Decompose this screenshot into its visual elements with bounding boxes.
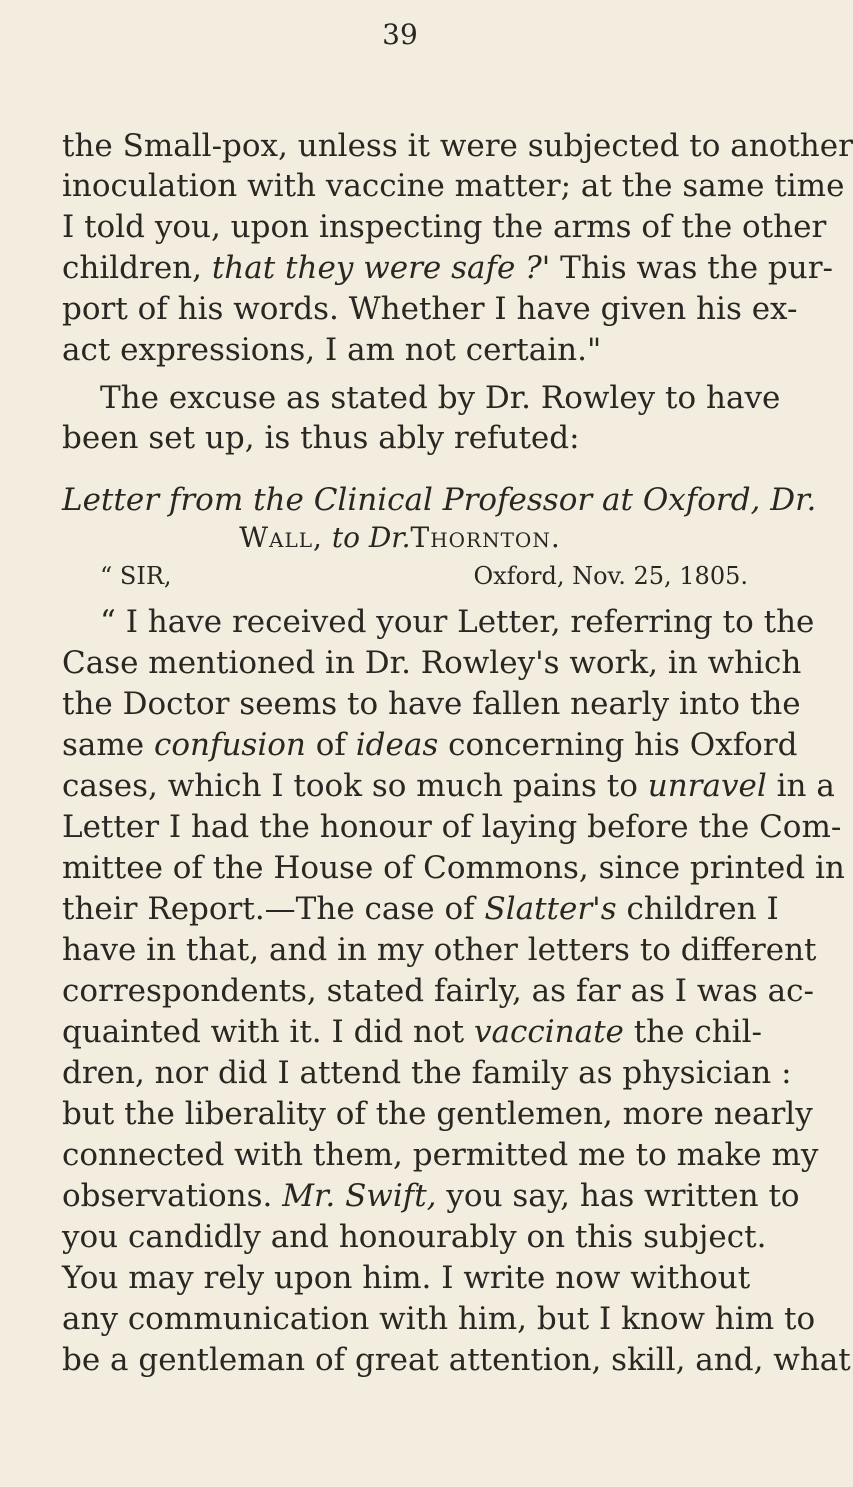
italic-text: ideas <box>355 727 439 763</box>
text-line: dren, nor did I attend the family as physician : <box>62 1055 792 1091</box>
text-line: but the liberality of the gentlemen, more nearly <box>62 1096 813 1132</box>
text-run: quainted with it. I did not <box>62 1014 474 1050</box>
text-line: mittee of the House of Commons, since printed in <box>62 850 845 886</box>
text-line: the Doctor seems to have fallen nearly into the <box>62 686 801 722</box>
text-run: cases, which I took so much pains to <box>62 768 648 804</box>
text-line <box>62 766 835 806</box>
text-line <box>62 1176 800 1216</box>
text-line: the Small-pox, unless it were subjected to another <box>62 128 853 164</box>
page-number: 39 <box>382 18 418 51</box>
text-line: act expressions, I am not certain." <box>62 332 602 368</box>
text-line: port of his words. Whether I have given his ex- <box>62 291 798 327</box>
italic-text: Mr. Swift, <box>282 1178 437 1214</box>
letter-date: Oxford, Nov. 25, 1805. <box>473 562 748 590</box>
italic-text: Slatter's <box>484 891 617 927</box>
text-line: you candidly and honourably on this subject. <box>62 1219 767 1255</box>
text-line <box>62 725 798 765</box>
text-line: “ I have received your Letter, referring to the <box>100 604 815 640</box>
name-thornton: Thornton. <box>410 521 561 554</box>
text-line <box>62 1012 762 1052</box>
text-run: concerning his Oxford <box>438 727 798 763</box>
text-line: Case mentioned in Dr. Rowley's work, in which <box>62 645 802 681</box>
italic-text: unravel <box>647 768 767 804</box>
text-line: connected with them, permitted me to make my <box>62 1137 819 1173</box>
text-run: you say, has written to <box>436 1178 800 1214</box>
text-line: any communication with him, but I know him to <box>62 1301 816 1337</box>
text-line: I told you, upon inspecting the arms of the other <box>62 209 827 245</box>
name-wall: Wall, <box>239 521 323 554</box>
text-line: inoculation with vaccine matter; at the same time <box>62 168 845 204</box>
text-run: children, <box>62 250 212 286</box>
salutation: “ SIR, <box>100 562 172 590</box>
text-line <box>62 889 779 929</box>
text-run: the chil- <box>623 1014 762 1050</box>
text-run: in a <box>766 768 835 804</box>
text-run: This was the pur- <box>550 250 833 286</box>
text-line: You may rely upon him. I write now without <box>62 1260 751 1296</box>
italic-text: to Dr. <box>331 521 411 554</box>
text-line: Letter I had the honour of laying before the Com- <box>62 809 842 845</box>
letter-heading: Letter from the Clinical Professor at Oxford, Dr. <box>62 482 817 518</box>
italic-text: vaccinate <box>473 1014 624 1050</box>
text-run: their Report.—The case of <box>62 891 485 927</box>
salutation-line <box>100 556 748 596</box>
italic-text: confusion <box>154 727 306 763</box>
text-run: observations. <box>62 1178 283 1214</box>
text-line <box>62 248 833 288</box>
text-line: be a gentleman of great attention, skill, and, what <box>62 1342 851 1378</box>
text-line: have in that, and in my other letters to different <box>62 932 817 968</box>
letter-subheading <box>0 518 800 558</box>
text-run: same <box>62 727 154 763</box>
text-line: been set up, is thus ably refuted: <box>62 420 580 456</box>
text-run: of <box>305 727 356 763</box>
text-run: children I <box>616 891 779 927</box>
text-line: The excuse as stated by Dr. Rowley to have <box>100 380 781 416</box>
italic-text: that they were safe ?' <box>211 250 551 286</box>
text-line: correspondents, stated fairly, as far as I was ac- <box>62 973 814 1009</box>
